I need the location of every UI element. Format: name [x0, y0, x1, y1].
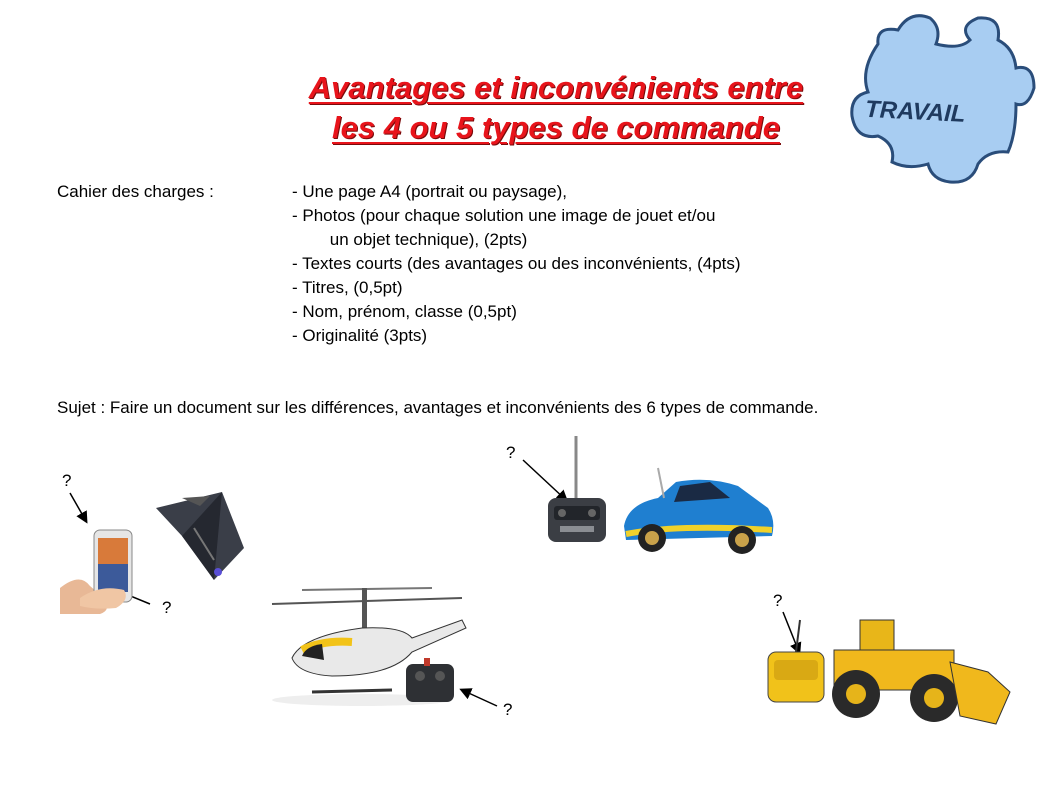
bulldozer-loader-photo: [764, 596, 1014, 734]
badge-label: TRAVAIL: [864, 95, 967, 128]
question-mark: ?: [503, 700, 513, 719]
spec-item: - Une page A4 (portrait ou paysage),: [292, 182, 567, 201]
rally-car-photo: [618, 464, 778, 562]
question-mark: ?: [162, 598, 172, 617]
title-line-2: les 4 ou 5 types de commande: [332, 110, 780, 145]
title-line-1: Avantages et inconvénients entre: [308, 70, 804, 105]
arrow: [70, 493, 86, 521]
question-mark: ?: [506, 443, 516, 462]
spec-item: - Nom, prénom, classe (0,5pt): [292, 302, 517, 321]
smartphone-photo: [60, 528, 138, 614]
spec-item: un objet technique), (2pts): [292, 230, 528, 249]
question-mark: ?: [62, 471, 72, 490]
spec-item: - Photos (pour chaque solution une image de jouet et/ou: [292, 206, 716, 225]
rc-transmitter-photo: [546, 436, 608, 544]
rc-helicopter-photo: [262, 580, 472, 708]
subject-text: Sujet : Faire un document sur les différences, avantages et inconvénients des 6 types de commande.: [57, 398, 819, 417]
paper-plane-drone-photo: [152, 488, 246, 582]
question-mark: ?: [773, 591, 783, 610]
spec-item: - Titres, (0,5pt): [292, 278, 403, 297]
spec-item: - Textes courts (des avantages ou des inconvénients, (4pts): [292, 254, 741, 273]
spec-label: Cahier des charges :: [57, 182, 214, 201]
spec-item: - Originalité (3pts): [292, 326, 428, 345]
